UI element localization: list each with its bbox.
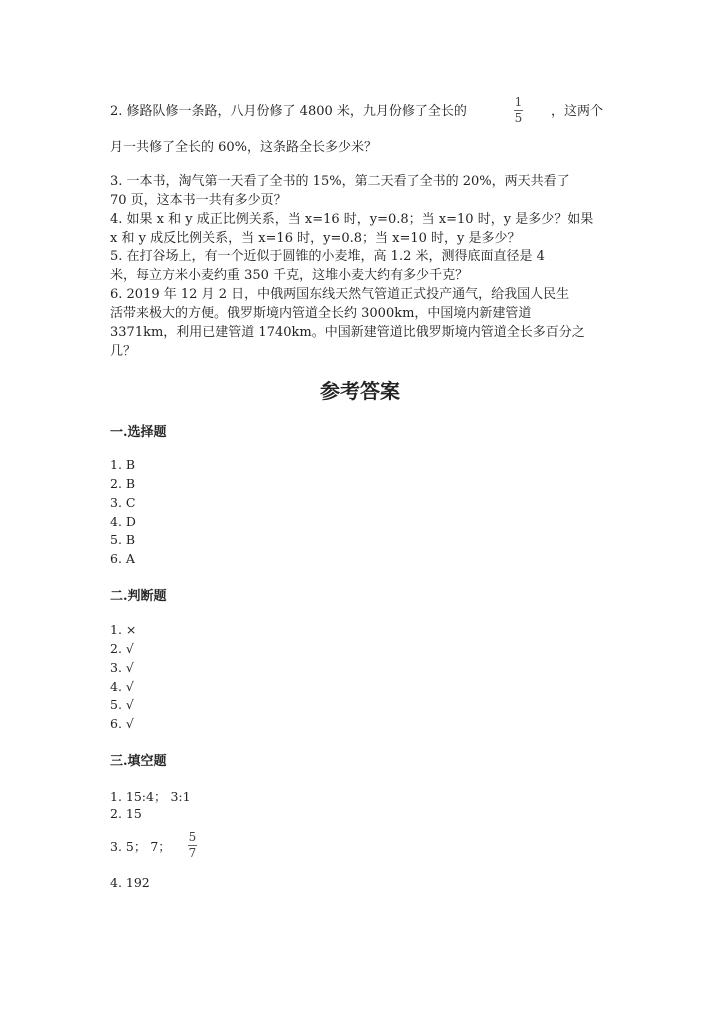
fill-answer-4: 4. 192	[110, 875, 150, 890]
section-choice-title: 一.选择题	[110, 425, 167, 440]
judge-answer: 5. √	[110, 697, 134, 712]
fraction-denominator: 5	[514, 111, 523, 125]
section-judge-title: 二.判断题	[110, 589, 167, 604]
judge-answer: 3. √	[110, 660, 134, 675]
fraction-denominator: 7	[188, 846, 197, 860]
judge-answer: 2. √	[110, 641, 134, 656]
choice-answer: 2. B	[110, 476, 136, 491]
fraction-numerator: 1	[514, 95, 523, 109]
question-2-line-1	[110, 100, 467, 119]
question-4-line-2: x 和 y 成反比例关系，当 x=16 时，y=0.8；当 x=10 时，y 是多少？	[110, 231, 521, 246]
question-6-line-1: 6. 2019 年 12 月 2 日，中俄两国东线天然气管道正式投产通气，给我国人民生	[110, 287, 570, 302]
judge-answer: 6. √	[110, 716, 134, 731]
question-2-tail-text: ，这两个	[551, 104, 604, 119]
question-2-text: 2. 修路队修一条路，八月份修了 4800 米，九月份修了全长的	[110, 104, 467, 119]
question-3-line-1: 3. 一本书，淘气第一天看了全书的 15%，第二天看了全书的 20%，两天共看了	[110, 174, 570, 189]
judge-answer: 4. √	[110, 679, 134, 694]
question-6-line-2: 活带来极大的方便。俄罗斯境内管道全长约 3000km，中国境内新建管道	[110, 306, 532, 321]
fill-answer-2: 2. 15	[110, 806, 142, 821]
choice-answer: 6. A	[110, 551, 135, 566]
fill-answer-1: 1. 15:4； 3:1	[110, 789, 191, 804]
question-5-line-1: 5. 在打谷场上，有一个近似于圆锥的小麦堆，高 1.2 米，测得底面直径是 4	[110, 249, 545, 264]
fraction-numerator: 5	[188, 830, 197, 844]
fill-answer-3: 3. 5； 7；	[110, 839, 171, 854]
section-fill-title: 三.填空题	[110, 754, 167, 769]
question-4-line-1: 4. 如果 x 和 y 成正比例关系，当 x=16 时，y=0.8；当 x=10 时，y 是多少？如果	[110, 212, 594, 227]
judge-answer: 1. ×	[110, 622, 137, 637]
question-3-line-2: 70 页，这本书一共有多少页？	[110, 193, 287, 208]
question-6-line-4: 几？	[110, 344, 137, 359]
question-2-tail	[551, 100, 603, 119]
question-6-line-3: 3371km，利用已建管道 1740km。中国新建管道比俄罗斯境内管道全长多百分之	[110, 325, 585, 340]
fraction-five-sevenths	[188, 831, 197, 860]
answer-title: 参考答案	[320, 379, 400, 403]
choice-answer: 1. B	[110, 457, 136, 472]
choice-answer: 4. D	[110, 514, 136, 529]
choice-answer: 3. C	[110, 495, 136, 510]
question-2-line-2: 月一共修了全长的 60%，这条路全长多少米？	[110, 140, 378, 155]
fraction-one-fifth	[514, 96, 523, 125]
choice-answer: 5. B	[110, 532, 136, 547]
question-5-line-2: 米，每立方米小麦约重 350 千克，这堆小麦大约有多少千克？	[110, 268, 469, 283]
